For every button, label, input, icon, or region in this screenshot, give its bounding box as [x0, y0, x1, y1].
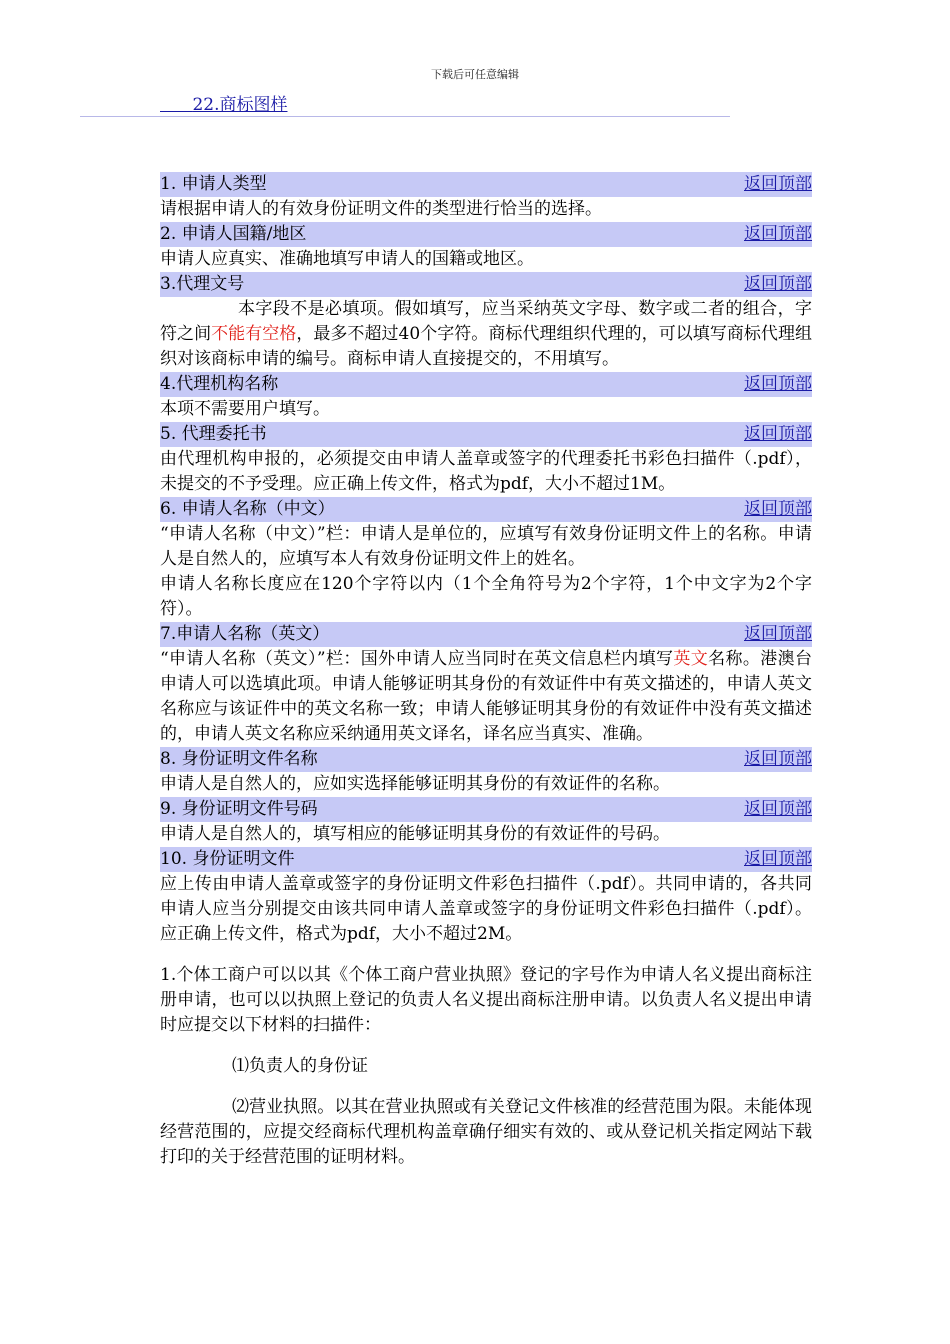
- section-body: 申请人名称长度应在120个字符以内（1个全角符号为2个字符，1个中文字为2个字符）。: [160, 574, 812, 619]
- section-header: [160, 497, 812, 522]
- toc-link-trademark-image[interactable]: [160, 90, 287, 115]
- section-title: 5. 代理委托书: [160, 424, 267, 444]
- toc-link-label: 22.商标图样: [192, 95, 288, 115]
- section-header: [160, 172, 812, 197]
- section-title: 10. 身份证明文件: [160, 849, 295, 869]
- section-title: 2. 申请人国籍/地区: [160, 224, 307, 244]
- back-to-top-link[interactable]: 返回顶部: [744, 224, 812, 244]
- section-header: [160, 847, 812, 872]
- note-item: ⑵营业执照。以其在营业执照或有关登记文件核准的经营范围为限。未能体现经营范围的，应提交经商标代理机构盖章确仔细实有效的、或从登记机关指定网站下载打印的关于经营范围的证明材料。: [160, 1097, 812, 1167]
- section-body: 申请人是自然人的，应如实选择能够证明其身份的有效证件的名称。: [160, 774, 670, 794]
- section-body: 申请人应真实、准确地填写申请人的国籍或地区。: [160, 249, 534, 269]
- section-header: [160, 747, 812, 772]
- section-title: 1. 申请人类型: [160, 174, 267, 194]
- section-body-text: “申请人名称（英文）”栏：国外申请人应当同时在英文信息栏内填写: [160, 649, 674, 669]
- section-header: [160, 422, 812, 447]
- back-to-top-link[interactable]: 返回顶部: [744, 374, 812, 394]
- back-to-top-link[interactable]: 返回顶部: [744, 624, 812, 644]
- section-body-text: ，最多不超过40个字符。商标代理组织代理的，可以填写商标代理组织对该商标申请的编号。商标申请人直接提交的，不用填写。: [160, 324, 813, 369]
- section-body: “申请人名称（中文）”栏：申请人是单位的，应填写有效身份证明文件上的名称。申请人是自然人的，应填写本人有效身份证明文件上的姓名。: [160, 524, 812, 569]
- section-body: 应上传由申请人盖章或签字的身份证明文件彩色扫描件（.pdf）。共同申请的，各共同申请人应当分别提交由该共同申请人盖章或签字的身份证明文件彩色扫描件（.pdf）。应正确上传文件，格式为pdf，大小不超过2M。: [160, 874, 812, 944]
- section-body: [160, 647, 812, 747]
- section-title: 9. 身份证明文件号码: [160, 799, 318, 819]
- toc-link-prefix: [160, 95, 192, 115]
- section-body-text: 本字段不是必填项。假如填写，应当采纳英文字母、数字或二者的组合，字符之间: [160, 299, 812, 344]
- section-title: 4.代理机构名称: [160, 374, 279, 394]
- section-title: 8. 身份证明文件名称: [160, 749, 318, 769]
- section-body: 请根据申请人的有效身份证明文件的类型进行恰当的选择。: [160, 199, 602, 219]
- note-item: ⑴负责人的身份证: [232, 1056, 368, 1076]
- back-to-top-link[interactable]: 返回顶部: [744, 749, 812, 769]
- back-to-top-link[interactable]: 返回顶部: [744, 174, 812, 194]
- header-divider: [80, 116, 730, 117]
- section-title: 6. 申请人名称（中文）: [160, 499, 335, 519]
- notes: [160, 963, 812, 1170]
- section-header: [160, 797, 812, 822]
- section-title: 3.代理文号: [160, 274, 245, 294]
- section-body: [160, 297, 812, 372]
- back-to-top-link[interactable]: 返回顶部: [744, 799, 812, 819]
- back-to-top-link[interactable]: 返回顶部: [744, 849, 812, 869]
- back-to-top-link[interactable]: 返回顶部: [744, 424, 812, 444]
- section-header: [160, 372, 812, 397]
- section-header: [160, 622, 812, 647]
- back-to-top-link[interactable]: 返回顶部: [744, 274, 812, 294]
- section-body: 本项不需要用户填写。: [160, 399, 330, 419]
- section-body: 由代理机构申报的，必须提交由申请人盖章或签字的代理委托书彩色扫描件（.pdf），未提交的不予受理。应正确上传文件，格式为pdf，大小不超过1M。: [160, 449, 812, 494]
- page-header: 下载后可任意编辑: [431, 68, 519, 81]
- highlight-text: 不能有空格: [211, 324, 297, 344]
- section-body-text: 名称。港澳台申请人可以选填此项。申请人能够证明其身份的有效证件中有英文描述的，申请人英文名称应与该证件中的英文名称一致；申请人能够证明其身份的有效证件中没有英文描述的，申请人英文名称应采纳通用英文译名，译名应当真实、准确。: [160, 649, 812, 744]
- content: [160, 172, 812, 1186]
- back-to-top-link[interactable]: 返回顶部: [744, 499, 812, 519]
- section-header: [160, 222, 812, 247]
- section-title: 7.申请人名称（英文）: [160, 624, 330, 644]
- note-paragraph: 1.个体工商户可以以其《个体工商户营业执照》登记的字号作为申请人名义提出商标注册申请，也可以以执照上登记的负责人名义提出商标注册申请。以负责人名义提出申请时应提交以下材料的扫描件：: [160, 965, 812, 1035]
- section-header: [160, 272, 812, 297]
- highlight-text: 英文: [673, 649, 709, 669]
- section-body: 申请人是自然人的，填写相应的能够证明其身份的有效证件的号码。: [160, 824, 670, 844]
